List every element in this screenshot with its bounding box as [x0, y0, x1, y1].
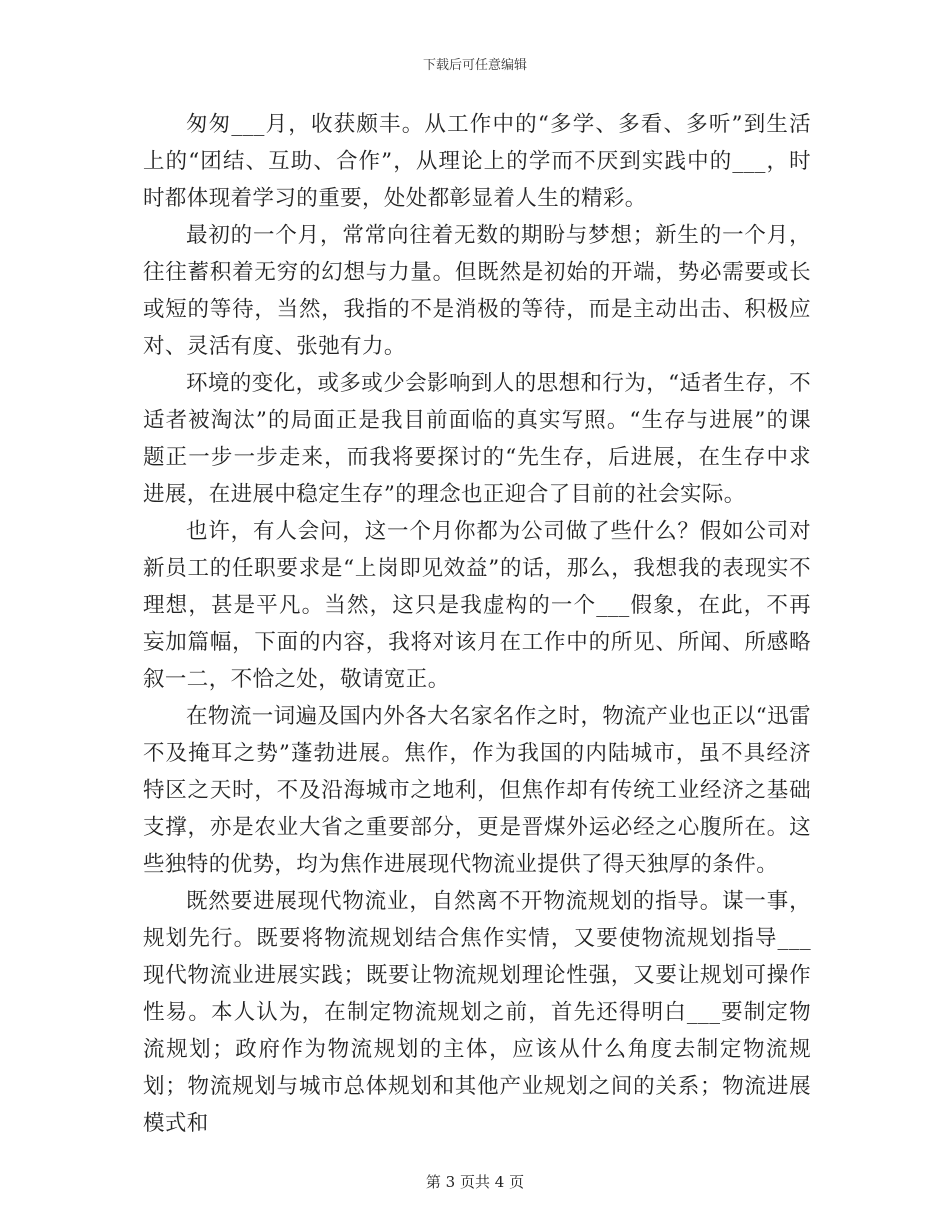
paragraph-1: 匆匆___月，收获颇丰。从工作中的“多学、多看、多听”到生活上的“团结、互助、合作”，从理论上的学而不厌到实践中的___，时时都体现着学习的重要，处处都彰显着人生的精彩。 — [143, 112, 811, 211]
page-footer: 第 3 页共 4 页 — [425, 1173, 525, 1191]
paragraph-5: 在物流一词遍及国内外各大名家名作之时，物流产业也正以“迅雷不及掩耳之势”蓬勃进展。焦作，作为我国的内陆城市，虽不具经济特区之天时，不及沿海城市之地利，但焦作却有传统工业经济之基础支撑，亦是农业大省之重要部分，更是晋煤外运必经之心腹所在。这些独特的优势，均为焦作进展现代物流业提供了得天独厚的条件。 — [143, 704, 811, 877]
document-body — [143, 106, 811, 1142]
page-header: 下载后可任意编辑 — [422, 58, 527, 73]
paragraph-6: 既然要进展现代物流业，自然离不开物流规划的指导。谋一事，规划先行。既要将物流规划结合焦作实情，又要使物流规划指导___现代物流业进展实践；既要让物流规划理论性强，又要让规划可操作性易。本人认为，在制定物流规划之前，首先还得明白___要制定物流规划；政府作为物流规划的主体，应该从什么角度去制定物流规划；物流规划与城市总体规划和其他产业规划之间的关系；物流进展模式和 — [143, 889, 811, 1136]
paragraph-2: 最初的一个月，常常向往着无数的期盼与梦想；新生的一个月，往往蓄积着无穷的幻想与力量。但既然是初始的开端，势必需要或长或短的等待，当然，我指的不是消极的等待，而是主动出击、积极应对、灵活有度、张弛有力。 — [143, 223, 811, 359]
paragraph-4: 也许，有人会问，这一个月你都为公司做了些什么？假如公司对新员工的任职要求是“上岗即见效益”的话，那么，我想我的表现实不理想，甚是平凡。当然，这只是我虚构的一个___假象，在此，不再妄加篇幅，下面的内容，我将对该月在工作中的所见、所闻、所感略叙一二，不恰之处，敬请宽正。 — [143, 519, 811, 692]
paragraph-3: 环境的变化，或多或少会影响到人的思想和行为，“适者生存，不适者被淘汰”的局面正是我目前面临的真实写照。“生存与进展”的课题正一步一步走来，而我将要探讨的“先生存，后进展，在生存中求进展，在进展中稳定生存”的理念也正迎合了目前的社会实际。 — [143, 371, 811, 507]
